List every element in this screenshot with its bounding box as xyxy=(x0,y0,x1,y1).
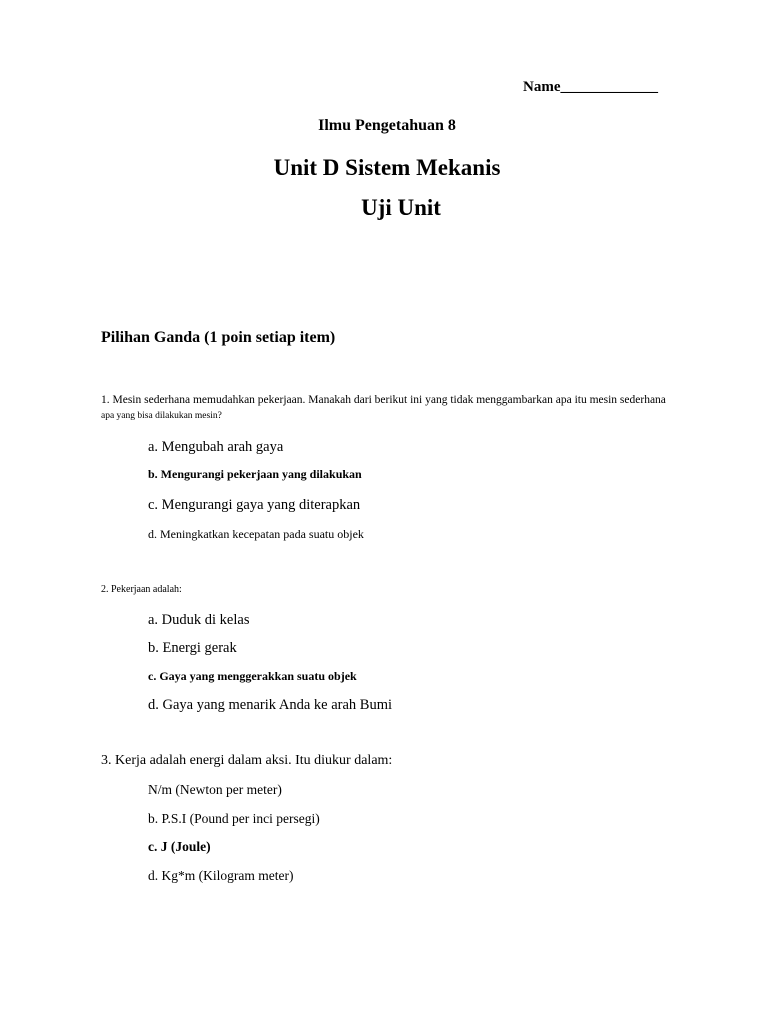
question-2-option-a: a. Duduk di kelas xyxy=(148,612,250,628)
question-number: 1. xyxy=(101,394,110,406)
question-2-option-c: c. Gaya yang menggerakkan suatu objek xyxy=(148,669,357,683)
question-3-option-a: N/m (Newton per meter) xyxy=(148,782,282,797)
question-number: 2. xyxy=(101,584,109,595)
test-title: Uji Unit xyxy=(361,195,441,220)
name-blank: _____________ xyxy=(560,79,658,95)
unit-title: Unit D Sistem Mekanis xyxy=(273,155,501,180)
question-2-option-d: d. Gaya yang menarik Anda ke arah Bumi xyxy=(148,697,393,713)
question-1-option-a: a. Mengubah arah gaya xyxy=(148,439,284,455)
question-3-option-c: c. J (Joule) xyxy=(148,839,211,854)
subject-title: Ilmu Pengetahuan 8 xyxy=(318,117,456,134)
name-label: Name xyxy=(523,79,561,95)
name-field xyxy=(523,79,658,96)
question-1 xyxy=(101,391,726,423)
question-1-option-b: b. Mengurangi pekerjaan yang dilakukan xyxy=(148,467,362,481)
question-2-option-b: b. Energi gerak xyxy=(148,640,237,656)
question-1-option-c: c. Mengurangi gaya yang diterapkan xyxy=(148,497,361,513)
question-2 xyxy=(101,584,182,595)
question-3-option-b: b. P.S.I (Pound per inci persegi) xyxy=(148,811,320,826)
question-text-line1: Mesin sederhana memudahkan pekerjaan. Manakah dari berikut ini yang tidak menggambarkan apa itu mesin sederhana xyxy=(112,394,666,406)
question-text: Kerja adalah energi dalam aksi. Itu diukur dalam: xyxy=(115,753,393,768)
question-3 xyxy=(101,753,392,769)
question-text: Pekerjaan adalah: xyxy=(111,584,182,595)
section-title: Pilihan Ganda (1 poin setiap item) xyxy=(101,329,336,346)
question-1-option-d: d. Meningkatkan kecepatan pada suatu objek xyxy=(148,527,364,541)
question-text-line2: apa yang bisa dilakukan mesin? xyxy=(101,411,222,421)
question-number: 3. xyxy=(101,753,112,768)
question-3-option-d: d. Kg*m (Kilogram meter) xyxy=(148,868,294,883)
